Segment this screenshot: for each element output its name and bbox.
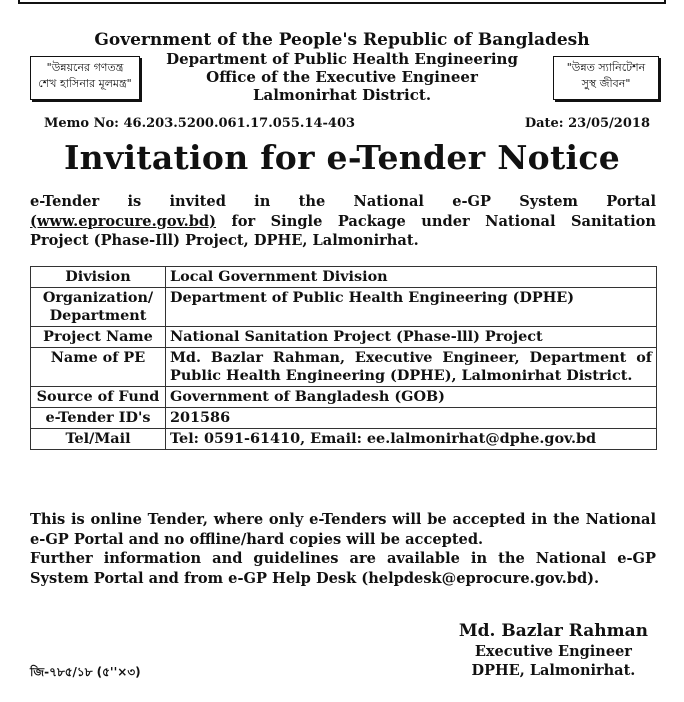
intro-text-rest: for Single Package under National Sanitation Project (Phase-Ill) Project, DPHE, Lalmonirhat. [30, 212, 656, 249]
district-heading: Lalmonirhat District. [252, 86, 432, 104]
row-key: Organization/ Department [31, 288, 166, 327]
table-row [31, 408, 657, 429]
table-row [31, 267, 657, 288]
right-slogan-box [553, 56, 659, 100]
office-heading: Office of the Executive Engineer [206, 68, 478, 86]
left-slogan-line1: "উন্নয়নের গণতন্ত্র [46, 61, 124, 74]
signature-block [459, 620, 648, 680]
signatory-office: DPHE, Lalmonirhat. [471, 662, 636, 679]
intro-text: e-Tender is invited in the National e-GP System Portal [30, 193, 656, 210]
government-heading: Government of the People's Republic of Bangladesh [94, 30, 590, 50]
tender-info-table [30, 266, 657, 450]
row-key: Project Name [31, 327, 166, 348]
signatory-title: Executive Engineer [474, 643, 632, 660]
left-slogan-line2: শেখ হাসিনার মূলমন্ত্র" [38, 77, 132, 90]
further-info-note: Further information and guidelines are available in the National e-GP System Portal and from e-GP Help Desk (helpdesk@eprocure.gov.bd). [30, 550, 656, 587]
table-row [31, 327, 657, 348]
table-row [31, 429, 657, 450]
table-row [31, 348, 657, 387]
row-value: Md. Bazlar Rahman, Executive Engineer, Department of Public Health Engineering (DPHE), Lalmonirhat District. [166, 348, 657, 387]
table-row [31, 288, 657, 327]
row-key: Tel/Mail [31, 429, 166, 450]
row-key: Division [31, 267, 166, 288]
notes-paragraph [30, 510, 656, 588]
row-value: Local Government Division [166, 267, 657, 288]
row-value: Government of Bangladesh (GOB) [166, 387, 657, 408]
intro-paragraph [30, 192, 656, 251]
row-key: Name of PE [31, 348, 166, 387]
row-value: 201586 [166, 408, 657, 429]
department-heading: Department of Public Health Engineering [166, 50, 518, 68]
memo-number: Memo No: 46.203.5200.061.17.055.14-403 [44, 116, 356, 131]
notice-title: Invitation for e-Tender Notice [63, 138, 621, 177]
signatory-name: Md. Bazlar Rahman [458, 621, 648, 641]
row-value: Tel: 0591-61410, Email: ee.lalmonirhat@dphe.gov.bd [166, 429, 657, 450]
row-value: National Sanitation Project (Phase-lll) Project [166, 327, 657, 348]
row-key: Source of Fund [31, 387, 166, 408]
left-slogan-box [30, 56, 140, 100]
right-slogan-line2: সুস্থ জীবন" [581, 77, 631, 90]
publication-code: জি-৭৮৫/১৮ (৫''×৩) [30, 665, 141, 679]
row-key: e-Tender ID's [31, 408, 166, 429]
table-row [31, 387, 657, 408]
top-border-frame [18, 0, 666, 4]
memo-date: Date: 23/05/2018 [524, 116, 650, 131]
online-tender-note: This is online Tender, where only e-Tenders will be accepted in the National e-GP Portal and no offline/hard copies will be accepted. [30, 511, 656, 548]
portal-link[interactable]: (www.eprocure.gov.bd) [30, 212, 217, 230]
row-value: Department of Public Health Engineering (DPHE) [166, 288, 657, 327]
right-slogan-line1: "উন্নত স্যানিটেশন [566, 61, 646, 74]
